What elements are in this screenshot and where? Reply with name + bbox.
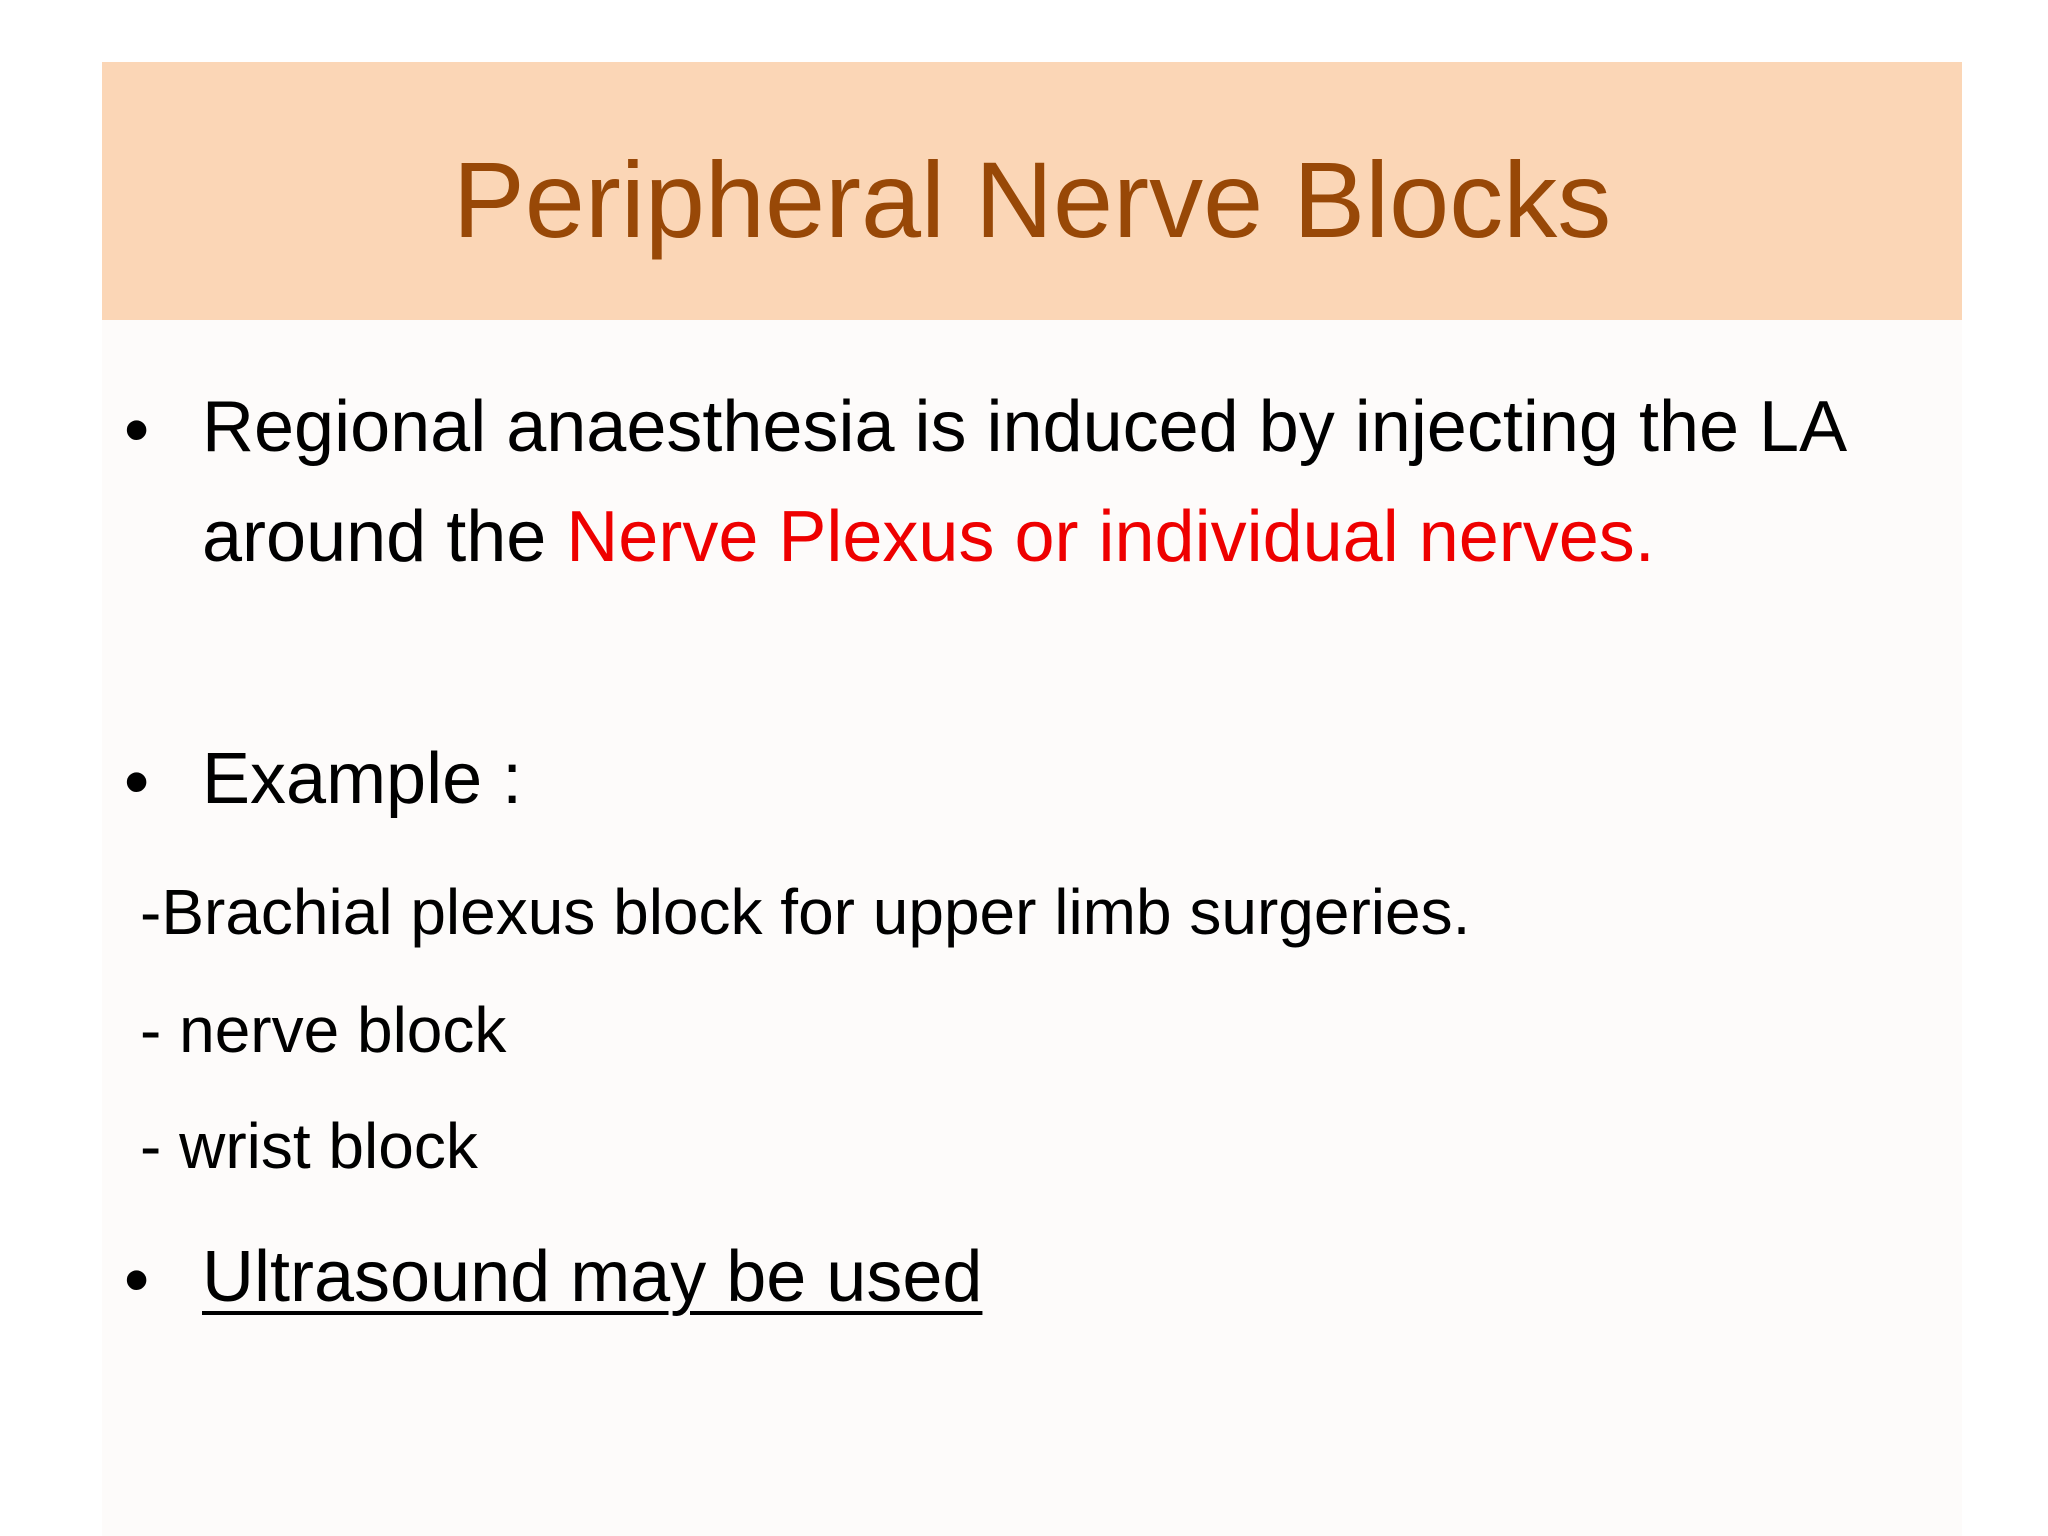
bullet-text-plain: Regional anaesthesia is induced by injecting the LA around the — [202, 387, 1844, 577]
example-item: - wrist block — [140, 1110, 478, 1182]
bullet-text: Ultrasound may be used — [202, 1237, 983, 1317]
example-item: - nerve block — [140, 994, 507, 1066]
bullet-symbol: • — [124, 390, 150, 470]
bullet-text — [202, 372, 2002, 592]
bullet-symbol: • — [124, 742, 150, 822]
example-item: -Brachial plexus block for upper limb surgeries. — [140, 876, 1471, 948]
bullet-text: Example : — [202, 739, 523, 819]
bullet-symbol: • — [124, 1240, 150, 1320]
slide-title: Peripheral Nerve Blocks — [452, 138, 1612, 260]
bullet-text-highlight: Nerve Plexus or individual nerves. — [566, 497, 1655, 577]
